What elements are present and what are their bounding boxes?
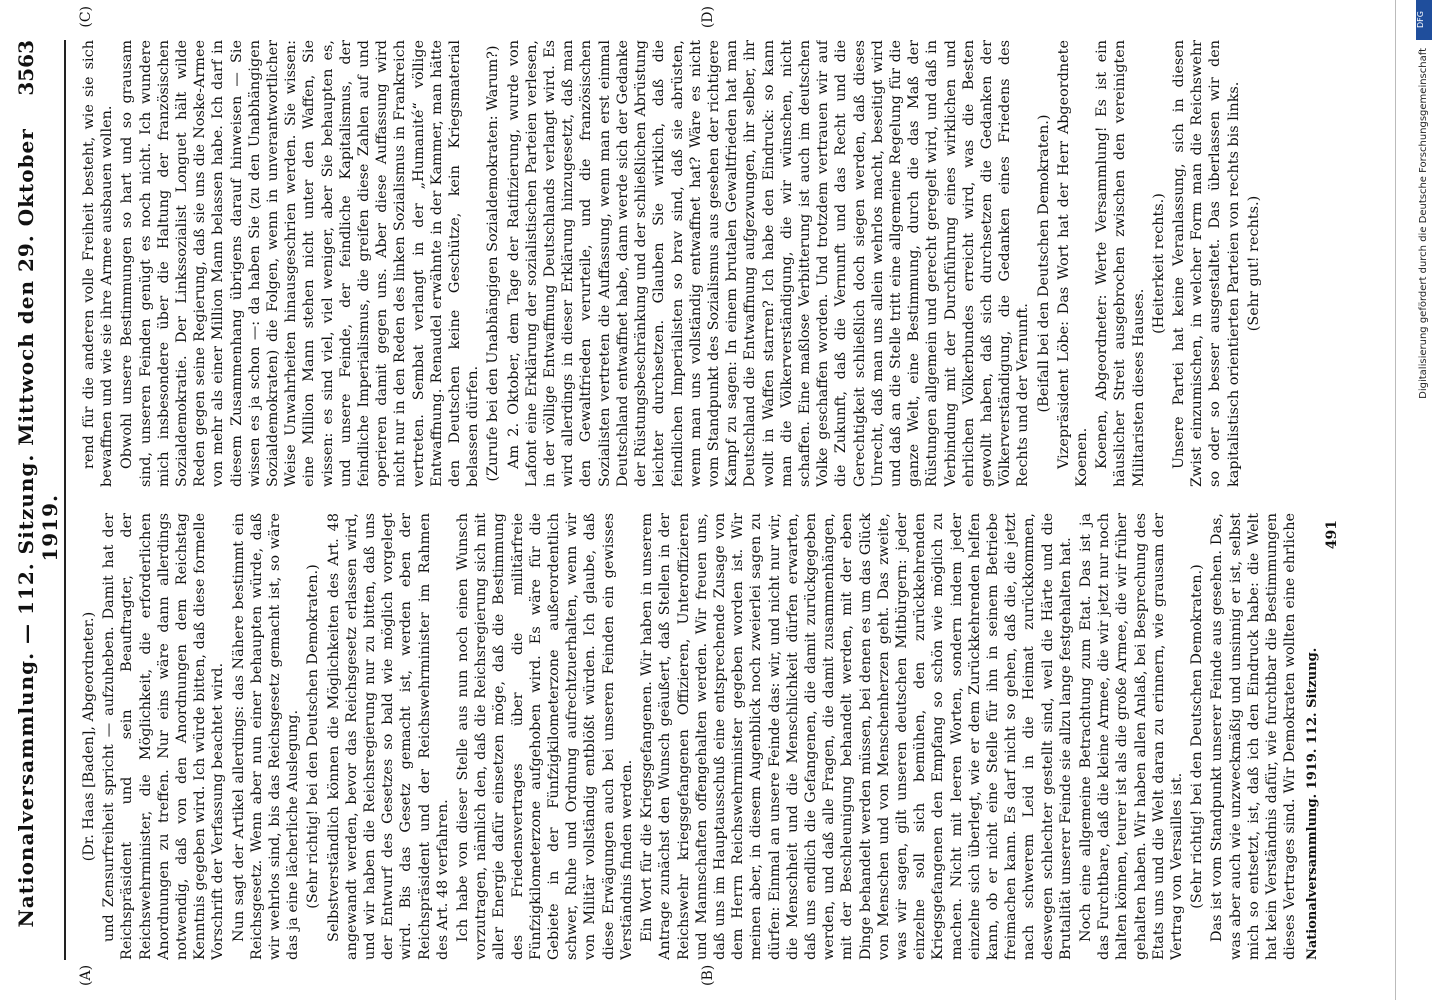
margin-marker-a: (A) <box>78 964 94 986</box>
running-head: Nationalversammlung. — 112. Sitzung. Mittwoch den 29. Oktober 1919. <box>14 128 62 928</box>
paragraph: Unsere Partei hat keine Veranlassung, sich in diesen Zwist einzumischen, in welcher Form man die Reichswehr so oder so besser ausgestaltet. Das überlassen wir den kapitalistisch orientierten Parteien von rechts bis links. <box>1170 40 1242 487</box>
footer-imprint: Nationalversammlung. 1919. 112. Sitzung. <box>1305 647 1320 960</box>
column-left <box>80 513 1300 960</box>
paragraph: rend für die anderen volle Freiheit besteht, wie sie sich bewaffnen und wie sie ihre Armee ausbauen wollen. <box>81 40 116 487</box>
column-right <box>80 40 1300 487</box>
page-folio: 491 <box>1324 520 1340 550</box>
paragraph: Koenen, Abgeordneter: Werte Versammlung! Es ist ein häuslicher Streit ausgebrochen zwischen den vereinigten Militaristen dieses Hauses. <box>1094 40 1147 487</box>
dfg-logo: DFG <box>1416 0 1432 40</box>
paragraph: Ich habe von dieser Stelle aus nun noch einen Wunsch vorzutragen, nämlich den, daß die Reichsregierung sich mit aller Energie dafür einsetzen möge, daß die Bestimmung des Friedensvertrages über die militärfreie Fünfzigkilometerzone aufgehoben wird. Es wäre für die Gebiete in der Fünfzigkilometerzone außerordentlich schwer, Ruhe und Ordnung aufrechtzuerhalten, wenn wir von Militär vollständig entblößt würden. Ich glaube, daß diese Erwägungen auch bei unseren Feinden ein gewisses Verständnis finden werden. <box>455 513 635 960</box>
page-number: 3563 <box>14 40 38 96</box>
page-header <box>14 40 66 960</box>
paragraph: (Sehr richtig! bei den Deutschen Demokraten.) <box>1189 564 1206 909</box>
margin-marker-d: (D) <box>700 6 716 29</box>
text-columns <box>80 40 1300 960</box>
paragraph: und Zensurfreiheit spricht — aufzuheben. Damit hat der Reichspräsident und sein Beauftragter, der Reichswehrminister, die Möglichkeit, die erforderlichen Anordnungen zu treffen. Nur eins wäre dann allerdings notwendig, daß von den Anordnungen dem Reichstag Kenntnis gegeben wird. Ich würde bitten, daß diese formelle Vorschrift der Verfassung beachtet wird. <box>101 513 227 960</box>
paragraph: (Dr. Haas [Baden], Abgeordneter.) <box>81 611 97 862</box>
paragraph: (Zurufe bei den Unabhängigen Sozialdemokraten: Warum?) <box>485 45 502 482</box>
scan-edge <box>1395 0 1396 1000</box>
paragraph: Am 2. Oktober, dem Tage der Ratifizierung, wurde von Lafont eine Erklärung der sozialistischen Parteien verlesen, in der völlige Entwaffnung Deutschlands verlangt wird. Es wird allerdings in dieser Erklärung hinzugesetzt, daß man den Gewaltfrieden verurteile, und die französischen Sozialisten vertreten die Auffassung, wenn man erst einmal Deutschland entwaffnet habe, dann werde sich der Gedanke der Rüstungsbeschränkung und der schließlichen Abrüstung leichter durchsetzen. Glauben Sie wirklich, daß die feindlichen Imperialisten so brav sind, daß sie abrüsten, wenn man uns vollständig entwaffnet hat? Wäre es nicht vom Standpunkt des Sozialismus aus gesehen der richtigere Kampf zu sagen: In einem brutalen Gewaltfrieden hat man Deutschland die Entwaffnung aufgezwungen, ihr selber, ihr wollt in Waffen starren? Ich habe den Eindruck: so kann man die Völkerverständigung, die wir wünschen, nicht schaffen. Eine maßlose Verbitterung ist auch im deutschen Volke geschaffen worden. Und trotzdem vertrauen wir auf die Zukunft, daß die Vernunft und das Recht und die Gerechtigkeit schließlich doch siegen werden, daß dieses Unrecht, daß man uns allein wehrlos macht, beseitigt wird und daß an die Stelle tritt eine allgemeine Regelung für die ganze Welt, eine Bestimmung, durch die das Maß der Rüstungen allgemein und gerecht geregelt wird, und daß in Verbindung mit der Durchführung eines wirklichen und ehrlichen Völkerbundes erreicht wird, was die Besten gewollt haben, daß sich durchsetzen die Gedanken der Völkerverständigung, die Gedanken eines Friedens des Rechts und der Vernunft. <box>505 40 1032 487</box>
paragraph: (Sehr gut! rechts.) <box>1245 195 1262 332</box>
margin-marker-c: (C) <box>78 6 94 28</box>
paragraph: (Heiterkeit rechts.) <box>1150 193 1167 334</box>
paragraph: Selbstverständlich können die Möglichkeiten des Art. 48 angewandt werden, bevor das Reichsgesetz erlassen wird, und wir haben die Reichsregierung nur zu bitten, daß uns der Entwurf des Gesetzes so bald wie möglich vorgelegt wird. Bis das Gesetz gemacht ist, werden eben der Reichspräsident und der Reichswehrminister im Rahmen des Art. 48 verfahren. <box>325 513 451 960</box>
paragraph: Noch eine allgemeine Betrachtung zum Etat. Das ist ja das Furchtbare, daß die kleine Armee, die wir jetzt nur noch halten können, teurer ist als die große Armee, die wir früher gehalten haben. Wir haben allen Anlaß, bei Besprechung des Etats uns und die Welt daran zu erinnern, wie grausam der Vertrag von Versailles ist. <box>1077 513 1185 960</box>
paragraph: Nun sagt der Artikel allerdings: das Nähere bestimmt ein Reichsgesetz. Wenn aber nun einer behaupten würde, daß wir wehrlos sind, bis das Reichsgesetz gemacht ist, so wäre das ja eine lächerliche Auslegung. <box>230 513 302 960</box>
paragraph: (Beifall bei den Deutschen Demokraten.) <box>1035 114 1052 413</box>
paragraph: Das ist vom Standpunkt unserer Feinde aus gesehen. Das, was aber auch wie unzweckmäßig und unsinnig er ist, selbst mich so entsetzt, ist, daß ich den Eindruck habe: die Welt hat kein Verständnis dafür, wie furchtbar die Bestimmungen dieses Vertrages sind. Wir Demokraten wollten eine ehrliche <box>1209 513 1299 960</box>
margin-marker-b: (B) <box>700 964 716 986</box>
paragraph: Vizepräsident Löbe: Das Wort hat der Herr Abgeordnete Koenen. <box>1055 40 1090 487</box>
paragraph: Obwohl unsere Bestimmungen so hart und so grausam sind, unseren Feinden genügt es noch nicht. Ich wundere mich insbesondere über die Haltung der französischen Sozialdemokratie. Der Linkssozialist Longuet hält wilde Reden gegen seine Regierung, daß sie uns die Noske-Armee von mehr als einer Million Mann belassen habe. Ich darf in diesem Zusammenhang übrigens darauf hinweisen — Sie wissen es ja schon —: da haben Sie (zu den Unabhängigen Sozialdemokraten) die Folgen, wenn in unverantwortlicher Weise Unwahrheiten hinausgeschrien werden. Sie wissen: eine Million Mann stehen nicht unter den Waffen, Sie wissen: es sind viel, viel weniger, aber Sie behaupten es, und unsere Feinde, der feindliche Kapitalismus, der feindliche Imperialismus, die greifen diese Zahlen auf und operieren damit gegen uns. Aber diese Auffassung wird nicht nur in den Reden des linken Sozialismus in Frankreich vertreten. Sembat verlangt in der „Humanité“ völlige Entwaffnung. Renaudel erwähnte in der Kammer, man hätte den Deutschen keine Geschütze, kein Kriegsmaterial belassen dürfen. <box>119 40 482 487</box>
digitization-credit: Digitalisierung gefördert durch die Deutsche Forschungsgemeinschaft <box>1418 48 1429 399</box>
paragraph: Ein Wort für die Kriegsgefangenen. Wir haben in unserem Antrage zunächst den Wunsch geäußert, daß Stellen in der Reichswehr kriegsgefangenen Offizieren, Unteroffizieren und Mannschaften offengehalten werden. Wir freuen uns, daß uns im Hauptausschuß eine entsprechende Zusage von dem Herrn Reichswehrminister gegeben worden ist. Wir meinen aber, in diesem Augenblick noch zweierlei sagen zu dürfen: Einmal an unsere Feinde das: wir, und nicht nur wir, die Menschheit und die Menschlichkeit dürfen erwarten, daß uns endlich die Gefangenen, die damit zurückgegeben werden, und daß alle Fragen, die damit zusammenhängen, mit der Beschleunigung behandelt werden, mit der eben Dinge behandelt werden müssen, bei denen es um das Glück von Menschen und von Menschenherzen geht. Das zweite, was wir sagen, gilt unseren deutschen Mitbürgern: jeder einzelne soll sich bemühen, den zurückkehrenden Kriegsgefangenen den Empfang so schön wie möglich zu machen. Nicht mit leeren Worten, sondern indem jeder einzelne sich überlegt, wie er dem Zurückkehrenden helfen kann, ob er nicht eine Stelle für ihn in seinem Betriebe freimachen kann. Es darf nicht so gehen, daß die, die jetzt nach schwerem Leid in die Heimat zurückkommen, deswegen schlechter gestellt sind, weil die Härte und die Brutalität unserer Feinde sie allzu lange festgehalten hat. <box>639 513 1074 960</box>
paragraph: (Sehr richtig! bei den Deutschen Demokraten.) <box>305 564 322 909</box>
